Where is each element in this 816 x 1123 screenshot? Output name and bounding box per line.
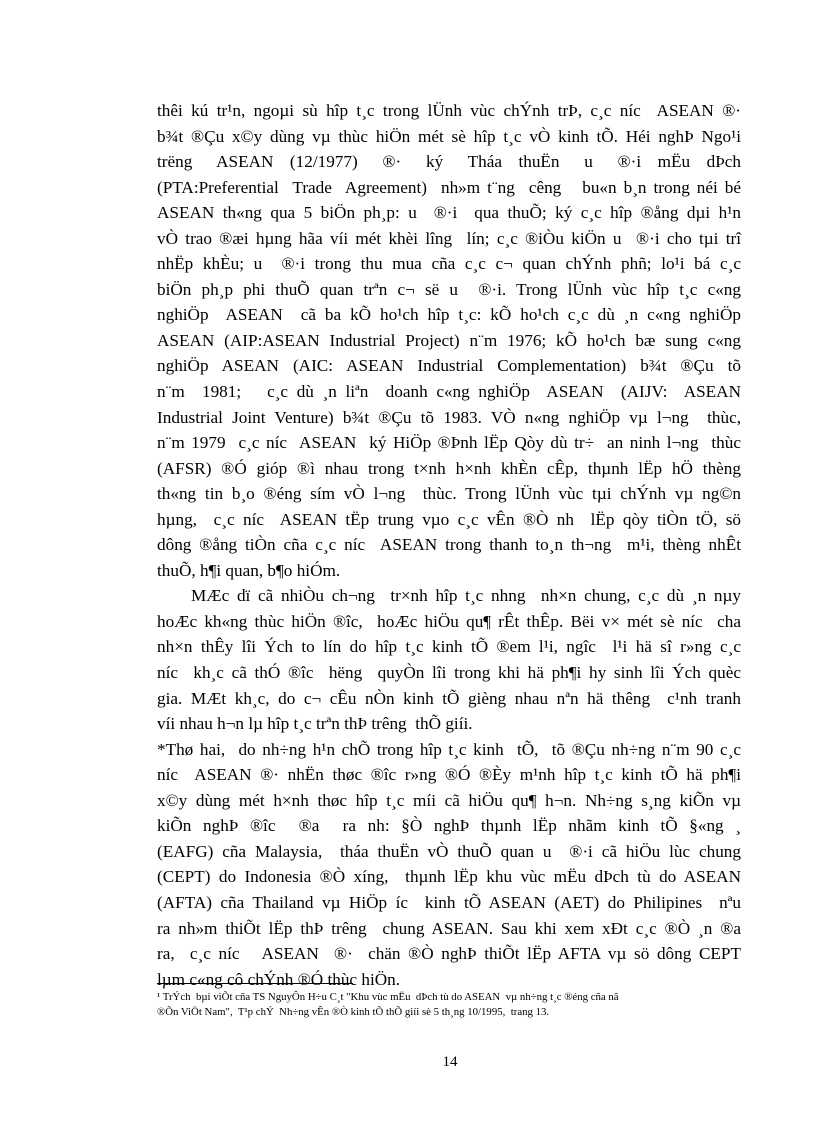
paragraph-3-line: lµm c«ng cô chÝnh ®Ó thùc hiÖn. bbox=[157, 969, 401, 989]
paragraph-3 bbox=[157, 737, 741, 992]
paragraph-1-line: trëng ASEAN (12/1977) ®· ký Tháa thuËn u ®·i mËu dÞch bbox=[157, 152, 741, 172]
footnote bbox=[157, 990, 741, 1020]
footnote-divider bbox=[157, 983, 353, 984]
paragraph-1 bbox=[157, 98, 741, 583]
paragraph-3-line: x©y dùng mét h×nh thøc hîp t¸c míi cã hiÖu qu¶ h¬n. Nh÷ng s¸ng kiÕn vµ bbox=[157, 790, 741, 810]
paragraph-3-line: níc ASEAN ®· nhËn thøc ®îc r»ng ®Ó ®Èy m¹nh hîp t¸c kinh tÕ hä ph¶i bbox=[157, 765, 741, 785]
paragraph-1-line: vÒ trao ®æi hµng hãa víi mét khèi lîng lín; c¸c ®iÒu kiÖn u ®·i cho tµi trî bbox=[157, 228, 741, 248]
paragraph-3-line: *Thø hai, do nh÷ng h¹n chÕ trong hîp t¸c kinh tÕ, tõ ®Çu nh÷ng n¨m 90 c¸c bbox=[157, 739, 741, 759]
paragraph-1-line: nhËp khÈu; u ®·i trong thu mua cña c¸c c¬ quan chÝnh phñ; lo¹i bá c¸c bbox=[157, 254, 741, 274]
paragraph-1-line: thêi kú tr¹n, ngoµi sù hîp t¸c trong lÜnh vùc chÝnh trÞ, c¸c níc ASEAN ®· bbox=[157, 101, 741, 120]
paragraph-1-line: ASEAN th«ng qua 5 biÖn ph¸p: u ®·i qua thuÕ; ký c¸c hîp ®ång dµi h¹n bbox=[157, 203, 741, 223]
paragraph-2 bbox=[157, 583, 741, 736]
paragraph-3-line: ra, c¸c níc ASEAN ®· chän ®Ò nghÞ thiÕt lËp AFTA vµ sö dông CEPT bbox=[157, 944, 741, 964]
footnote-line: ¹ TrÝch bµi viÕt cña TS NguyÔn H÷u C¸t "Khu vùc mËu dÞch tù do ASEAN vµ nh÷ng t¸c ®éng cña nã bbox=[157, 991, 619, 1003]
footnote-line: ®Õn ViÖt Nam", T¹p chÝ Nh÷ng vÊn ®Ò kinh tÕ thÕ giíi sè 5 th¸ng 10/1995, trang 13. bbox=[157, 1006, 550, 1018]
paragraph-2-line: hoÆc kh«ng thùc hiÖn ®îc, hoÆc hiÖu qu¶ rÊt thÊp. Bëi v× mét sè níc cha bbox=[157, 611, 741, 631]
page-number: 14 bbox=[442, 1054, 458, 1070]
paragraph-1-line: ASEAN (AIP:ASEAN Industrial Project) n¨m 1976; kÕ ho¹ch bæ sung c«ng bbox=[157, 330, 741, 350]
paragraph-3-line: kiÕn nghÞ ®îc ®a ra nh: §Ò nghÞ thµnh lËp nhãm kinh tÕ §«ng ¸ bbox=[157, 816, 741, 836]
paragraph-3-line: ra nh»m thiÕt lËp thÞ trêng chung ASEAN. Sau khi xem xÐt c¸c ®Ò ¸n ®a bbox=[157, 918, 741, 938]
paragraph-1-line: (PTA:Preferential Trade Agreement) nh»m t¨ng cêng bu«n b¸n trong néi bé bbox=[157, 177, 741, 197]
paragraph-2-line: gia. MÆt kh¸c, do c¬ cÊu nÒn kinh tÕ gièng nhau nªn hä thêng c¹nh tranh bbox=[157, 688, 741, 708]
body-text bbox=[157, 98, 741, 992]
paragraph-3-line: (EAFG) cña Malaysia, tháa thuËn vÒ thuÕ quan u ®·i cã hiÖu lùc chung bbox=[157, 841, 741, 861]
paragraph-1-line: nghiÖp ASEAN cã ba kÕ ho¹ch hîp t¸c: kÕ ho¹ch c¸c dù ¸n c«ng nghiÖp bbox=[157, 305, 741, 325]
paragraph-1-line: dông ®ång tiÒn cña c¸c níc ASEAN trong thanh to¸n th¬ng m¹i, thèng nhÊt bbox=[157, 535, 741, 555]
paragraph-1-line: n¨m 1979 c¸c níc ASEAN ký HiÖp ®Þnh lËp Qòy dù tr÷ an ninh l¬ng thùc bbox=[157, 433, 741, 453]
paragraph-2-line: víi nhau h¬n lµ hîp t¸c trªn thÞ trêng thÕ giíi. bbox=[157, 714, 473, 734]
paragraph-1-line: biÖn ph¸p phi thuÕ quan trªn c¬ së u ®·i. Trong lÜnh vùc hîp t¸c c«ng bbox=[157, 279, 741, 299]
paragraph-1-line: n¨m 1981; c¸c dù ¸n liªn doanh c«ng nghiÖp ASEAN (AIJV: ASEAN bbox=[157, 382, 741, 402]
paragraph-1-line: th«ng tin b¸o ®éng sím vÒ l¬ng thùc. Trong lÜnh vùc tµi chÝnh vµ ng©n bbox=[157, 484, 741, 504]
paragraph-2-line: níc kh¸c cã thÓ ®îc hëng quyÒn lîi trong khi hä ph¶i hy sinh lîi Ých quèc bbox=[157, 663, 741, 683]
paragraph-1-line: (AFSR) ®Ó gióp ®ì nhau trong t×nh h×nh khÈn cÊp, thµnh lËp hÖ thèng bbox=[157, 458, 741, 478]
paragraph-2-line: nh×n thÊy lîi Ých to lín do hîp t¸c kinh tÕ ®em l¹i, ngîc l¹i hä sî r»ng c¸c bbox=[157, 637, 741, 657]
paragraph-2-line: MÆc dï cã nhiÒu ch¬ng tr×nh hîp t¸c nhng nh×n chung, c¸c dù ¸n nµy bbox=[191, 586, 741, 606]
paragraph-1-line: Industrial Joint Venture) b¾t ®Çu tõ 1983. VÒ n«ng nghiÖp vµ l¬ng thùc, bbox=[157, 407, 741, 427]
paragraph-3-line: (AFTA) cña Thailand vµ HiÖp íc kinh tÕ ASEAN (AET) do Philipines nªu bbox=[157, 892, 741, 912]
paragraph-1-line: nghiÖp ASEAN (AIC: ASEAN Industrial Complementation) b¾t ®Çu tõ bbox=[157, 356, 741, 376]
paragraph-1-line: hµng, c¸c níc ASEAN tËp trung vµo c¸c vÊn ®Ò nh lËp qòy tiÒn tÖ, sö bbox=[157, 509, 741, 529]
paragraph-3-line: (CEPT) do Indonesia ®Ò xíng, thµnh lËp khu vùc mËu dÞch tù do ASEAN bbox=[157, 867, 741, 887]
paragraph-1-line: thuÕ, h¶i quan, b¶o hiÓm. bbox=[157, 560, 341, 580]
paragraph-1-line: b¾t ®Çu x©y dùng vµ thùc hiÖn mét sè hîp t¸c vÒ kinh tÕ. Héi nghÞ Ngo¹i bbox=[157, 126, 741, 146]
